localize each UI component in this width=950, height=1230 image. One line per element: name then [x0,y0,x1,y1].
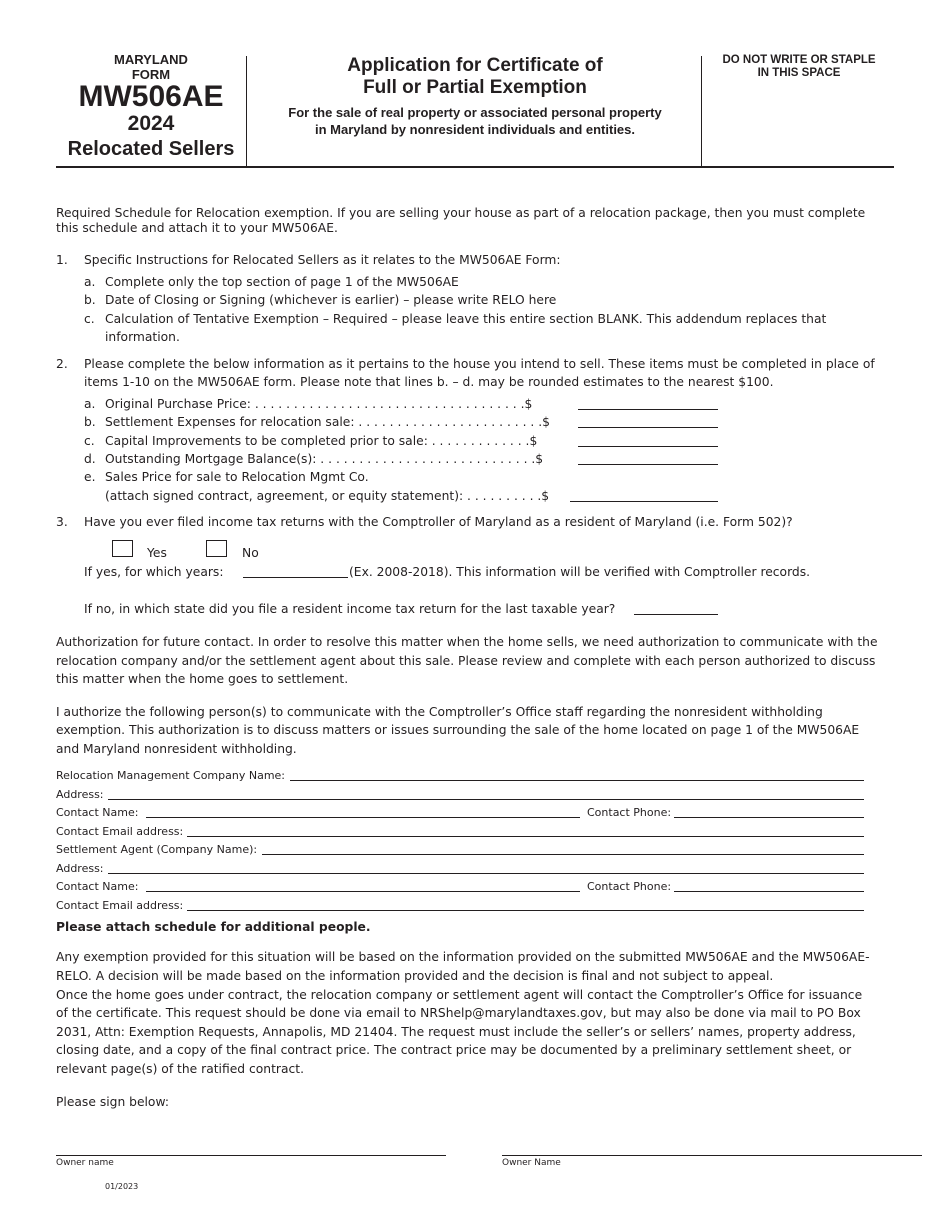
mortgage-balance-field[interactable] [578,452,718,465]
settlement-expenses-field[interactable] [578,415,718,428]
closing-text: RELO. A decision will be made based on the information provided and the decision is final and not subject to appeal. [56,969,774,983]
item-text: Have you ever filed income tax returns with the Comptroller of Maryland as a resident of Maryland (i.e. Form 502)? [84,515,793,529]
page-title: Application for Certificate of [347,55,603,76]
item-number: 1. [56,253,68,267]
reloc-contact-phone-field[interactable] [674,805,864,818]
sub-letter: b. [84,293,96,307]
contact-phone-label: Contact Phone: [587,806,672,819]
divider [246,56,247,166]
sign-prompt: Please sign below: [56,1095,169,1109]
closing-text: 2031, Attn: Exemption Requests, Annapolis, MD 21404. The request must include the seller’s or sellers’ names, property address, [56,1025,856,1039]
intro-text: this schedule and attach it to your MW506AE. [56,221,338,235]
state-label: If no, in which state did you file a resident income tax return for the last taxable year? [84,602,616,616]
years-field[interactable] [243,565,348,578]
closing-text: of the certificate. This request should be done via email to NRShelp@marylandtaxes.gov, but may also be done via mail to PO Box [56,1006,861,1020]
sub-letter: c. [84,312,95,326]
item-text: Please complete the below information as it pertains to the house you intend to sell. These items must be completed in place of [84,357,875,371]
sub-letter: e. [84,470,96,484]
no-label: No [242,546,259,560]
auth-text: relocation company and/or the settlement agent about this sale. Please review and complete with each person authorized to discuss [56,654,876,668]
sub-letter: a. [84,275,96,289]
auth-text: this matter when the home goes to settlement. [56,672,349,686]
intro-text: Required Schedule for Relocation exemption. If you are selling your house as part of a relocation package, then you must complete [56,206,866,220]
notice [704,54,894,80]
page-title-2: Full or Partial Exemption [363,77,587,98]
state-label: MARYLAND [114,52,188,67]
attach-note: Please attach schedule for additional people. [56,920,371,934]
form-number: MW506AE [78,80,224,113]
description: For the sale of real property or associated personal property [288,105,662,120]
auth-text: I authorize the following person(s) to communicate with the Comptroller’s Office staff regarding the nonresident withholding [56,705,823,719]
form-subtitle: Relocated Sellers [67,138,235,160]
reloc-address-field[interactable] [108,787,864,800]
auth-text: exemption. This authorization is to discuss matters or issues surrounding the sale of the home located on page 1 of the MW506AE [56,723,860,737]
contact-email-label: Contact Email address: [56,899,184,912]
no-checkbox[interactable] [206,540,227,557]
field-label-capital-improvements: Capital Improvements to be completed prior to sale: . . . . . . . . . . . . .$ [105,434,538,448]
form-year: 2024 [127,112,175,135]
form-id-block [56,52,246,162]
sub-letter: a. [84,397,96,411]
reloc-company-label: Relocation Management Company Name: [56,769,286,782]
owner-name-label: Owner Name [502,1158,561,1168]
agent-contact-name-field[interactable] [146,879,580,892]
agent-contact-phone-field[interactable] [674,879,864,892]
form-label: FORM [131,67,171,82]
sales-price-field[interactable] [570,489,718,502]
notice-line: DO NOT WRITE OR STAPLE [722,54,876,66]
divider [701,56,702,166]
owner-signature-2-field[interactable] [502,1143,922,1156]
description-2: in Maryland by nonresident individuals and entities. [315,122,635,137]
sub-text: Complete only the top section of page 1 of the MW506AE [105,275,459,289]
contact-phone-label: Contact Phone: [587,880,672,893]
sub-letter: b. [84,415,96,429]
auth-text: and Maryland nonresident withholding. [56,742,297,756]
yes-label: Yes [147,546,167,560]
owner-signature-1-field[interactable] [56,1143,446,1156]
settlement-agent-label: Settlement Agent (Company Name): [56,843,258,856]
item-number: 2. [56,357,68,371]
item-text: Specific Instructions for Relocated Sellers as it relates to the MW506AE Form: [84,253,561,267]
sub-text: Calculation of Tentative Exemption – Required – please leave this entire section BLANK. This addendum replaces that [105,312,827,326]
settlement-agent-field[interactable] [262,842,864,855]
closing-text: Once the home goes under contract, the relocation company or settlement agent will contact the Comptroller’s Office for issuance [56,988,863,1002]
contact-name-label: Contact Name: [56,880,139,893]
address-label: Address: [56,788,104,801]
reloc-contact-name-field[interactable] [146,805,580,818]
years-label: If yes, for which years: [84,565,224,579]
owner-name-label: Owner name [56,1158,114,1168]
item-text: items 1-10 on the MW506AE form. Please note that lines b. – d. may be rounded estimates to the nearest $100. [84,375,774,389]
agent-contact-email-field[interactable] [187,898,864,911]
closing-text: closing date, and a copy of the final contract price. The contract price may be documented by a preliminary settlement sheet, or [56,1043,852,1057]
reloc-contact-email-field[interactable] [187,824,864,837]
yes-checkbox[interactable] [112,540,133,557]
contact-email-label: Contact Email address: [56,825,184,838]
agent-address-field[interactable] [108,861,864,874]
notice-line: IN THIS SPACE [757,67,841,79]
sub-letter: c. [84,434,95,448]
title-block [250,55,700,138]
auth-text: Authorization for future contact. In order to resolve this matter when the home sells, we need authorization to communicate with the [56,635,878,649]
address-label: Address: [56,862,104,875]
item-number: 3. [56,515,68,529]
field-label-sales-price: Sales Price for sale to Relocation Mgmt Co. [105,470,369,484]
field-label-settlement-expenses: Settlement Expenses for relocation sale: . . . . . . . . . . . . . . . . . . . . . . . .$ [105,415,550,429]
field-label-sales-price-2: (attach signed contract, agreement, or equity statement): . . . . . . . . . .$ [105,489,550,503]
sub-text: Date of Closing or Signing (whichever is earlier) – please write RELO here [105,293,557,307]
sub-letter: d. [84,452,96,466]
capital-improvements-field[interactable] [578,434,718,447]
revision-date: 01/2023 [105,1182,139,1191]
original-purchase-price-field[interactable] [578,397,718,410]
state-field[interactable] [634,602,718,615]
field-label-mortgage-balance: Outstanding Mortgage Balance(s): . . . . . . . . . . . . . . . . . . . . . . . . . . . .$ [105,452,544,466]
closing-text: Any exemption provided for this situation will be based on the information provided on the submitted MW506AE and the MW506AE- [56,950,870,964]
closing-text: relevant page(s) of the ratified contract. [56,1062,304,1076]
header-rule [56,166,894,168]
years-note: (Ex. 2008-2018). This information will be verified with Comptroller records. [349,565,811,579]
sub-text: information. [105,330,180,344]
contact-name-label: Contact Name: [56,806,139,819]
reloc-company-field[interactable] [290,768,864,781]
field-label-original-purchase-price: Original Purchase Price: . . . . . . . . . . . . . . . . . . . . . . . . . . . . . . . . . . .$ [105,397,533,411]
